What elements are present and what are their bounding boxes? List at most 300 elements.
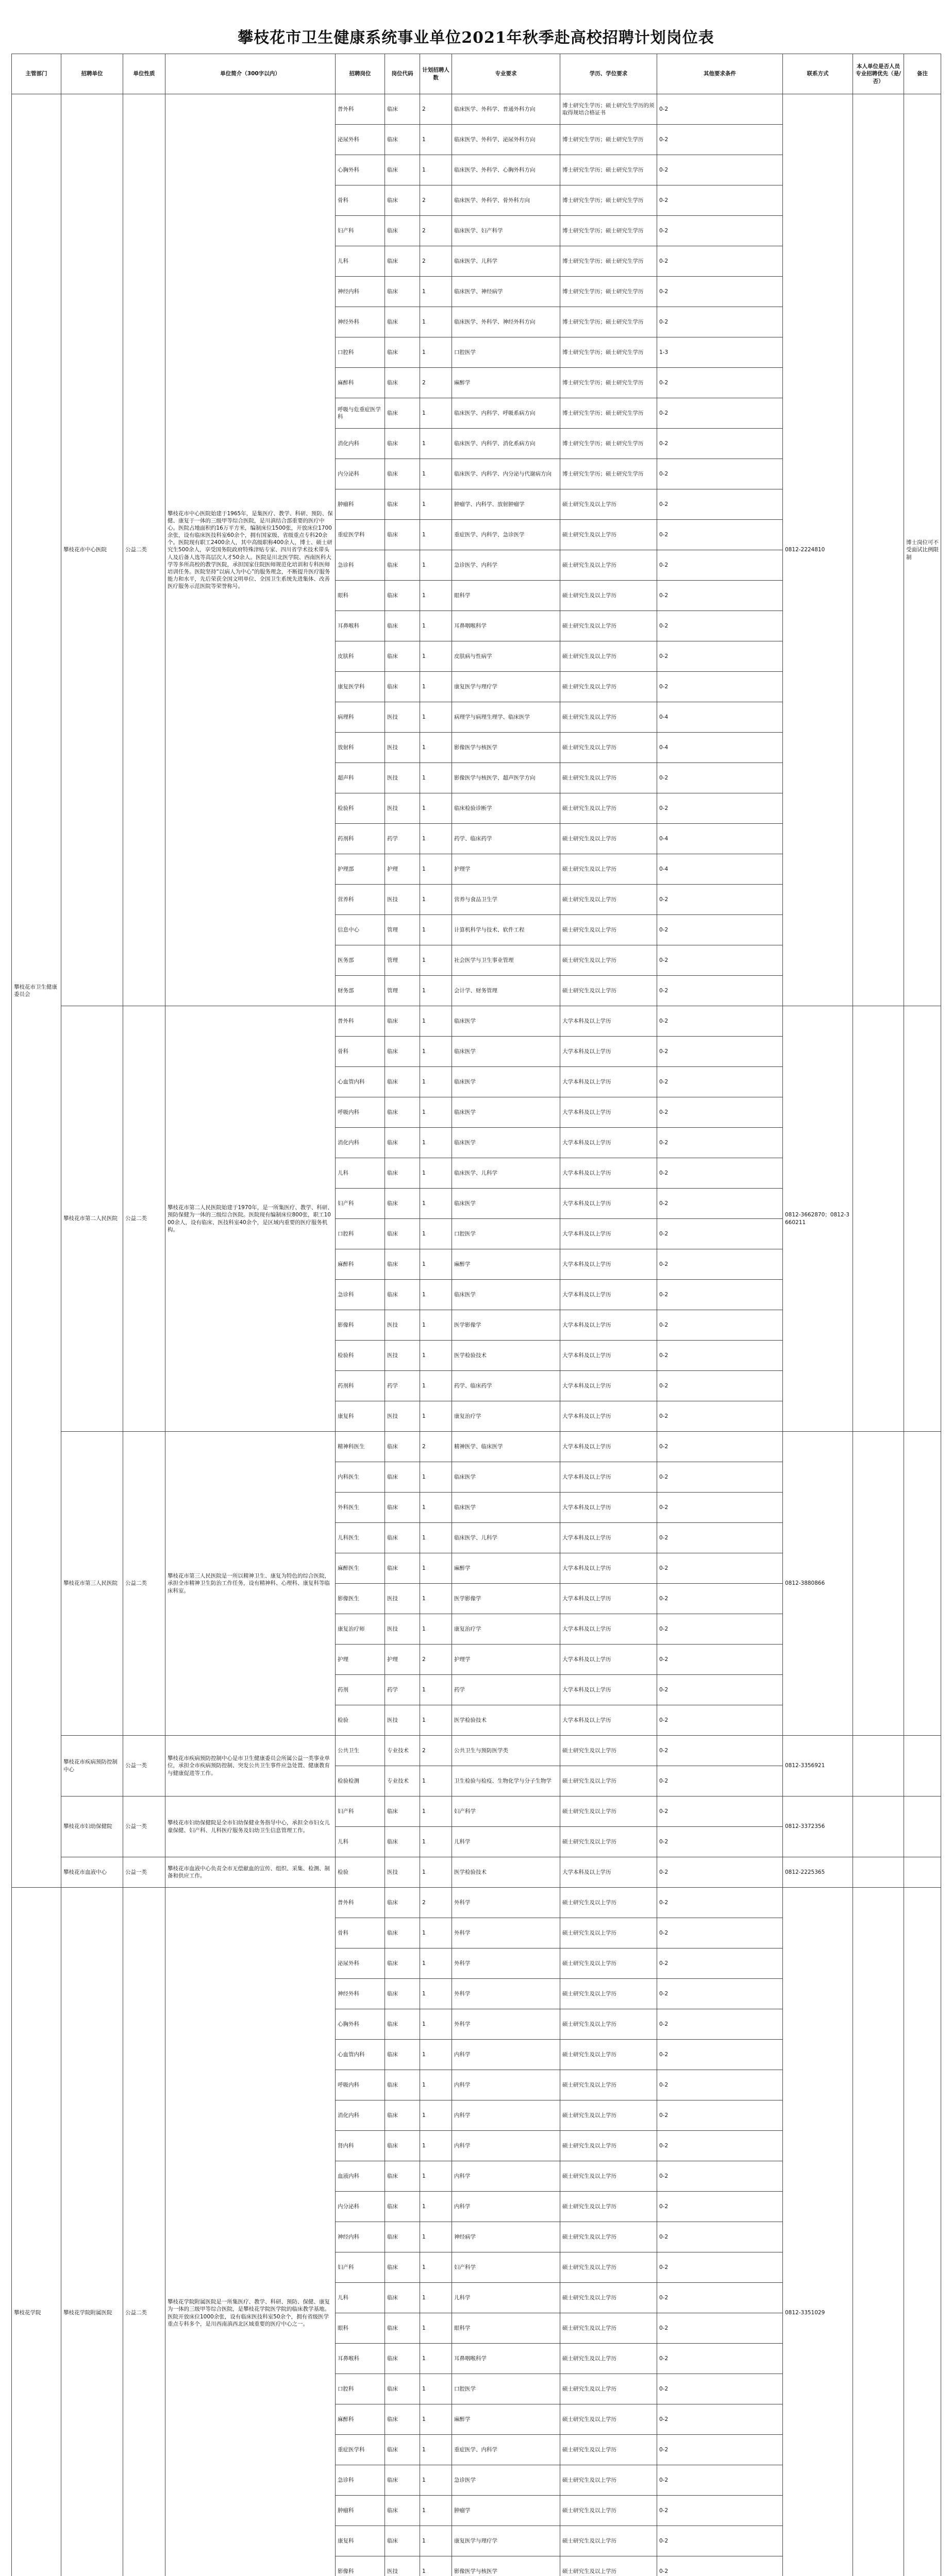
post-count-cell: 1 [420, 489, 452, 520]
post-other-cell: 0-2 [657, 2344, 783, 2374]
post-count-cell: 1 [420, 2070, 452, 2100]
unit-remark-cell [904, 1797, 941, 1857]
post-name-cell: 泌尿外科 [336, 1948, 385, 1979]
post-degree-cell: 硕士研究生及以上学历 [560, 2100, 657, 2131]
post-code-cell: 药学 [385, 824, 420, 854]
post-other-cell: 0-2 [657, 1979, 783, 2009]
post-degree-cell: 硕士研究生及以上学历 [560, 2040, 657, 2070]
post-degree-cell: 大学本科及以上学历 [560, 1128, 657, 1158]
unit-intro-cell: 攀枝花市第二人民医院始建于1970年，是一所集医疗、教学、科研、预防保健为一体的三级综合医院。医院现有编制床位800张，职工1000余人，设有临床、医技科室40余个，是区域内重要的医疗服务机构。 [165, 1006, 336, 1432]
post-count-cell: 1 [420, 1189, 452, 1219]
unit-contact-cell: 0812-3662870；0812-3660211 [783, 1006, 853, 1432]
post-count-cell: 1 [420, 2252, 452, 2283]
post-count-cell: 1 [420, 398, 452, 429]
post-degree-cell: 博士研究生学历；硕士研究生学历 [560, 246, 657, 277]
post-code-cell: 临床 [385, 1097, 420, 1128]
header-count: 计划招聘人数 [420, 54, 452, 94]
post-name-cell: 心胸外科 [336, 2009, 385, 2040]
post-degree-cell: 硕士研究生及以上学历 [560, 2496, 657, 2526]
header-nature: 单位性质 [123, 54, 165, 94]
unit-nature-cell: 公益一类 [123, 1797, 165, 1857]
header-post: 招聘岗位 [336, 54, 385, 94]
post-major-cell: 儿科学 [452, 2283, 560, 2313]
post-count-cell: 2 [420, 185, 452, 216]
header-major: 专业要求 [452, 54, 560, 94]
post-code-cell: 临床 [385, 216, 420, 246]
post-code-cell: 医技 [385, 763, 420, 793]
post-major-cell: 内科学 [452, 2070, 560, 2100]
unit-nature-cell: 公益二类 [123, 1006, 165, 1432]
post-count-cell: 1 [420, 2161, 452, 2192]
post-count-cell: 1 [420, 641, 452, 672]
post-major-cell: 眼科学 [452, 2313, 560, 2344]
unit-remark-cell [904, 1736, 941, 1797]
post-major-cell: 医学检验技术 [452, 1705, 560, 1736]
post-other-cell: 0-2 [657, 1341, 783, 1371]
post-degree-cell: 硕士研究生及以上学历 [560, 1766, 657, 1797]
unit-priority-cell [853, 1736, 904, 1797]
post-major-cell: 内科学 [452, 2131, 560, 2161]
post-code-cell: 临床 [385, 2313, 420, 2344]
unit-contact-cell: 0812-3351029 [783, 1888, 853, 2576]
post-major-cell: 临床医学、内科学、呼吸系病方向 [452, 398, 560, 429]
post-name-cell: 妇产科 [336, 2252, 385, 2283]
post-code-cell: 临床 [385, 2526, 420, 2556]
post-degree-cell: 大学本科及以上学历 [560, 1249, 657, 1280]
post-degree-cell: 博士研究生学历；硕士研究生学历 [560, 459, 657, 489]
post-count-cell: 2 [420, 1736, 452, 1766]
post-major-cell: 计算机科学与技术、软件工程 [452, 915, 560, 945]
unit-priority-cell [853, 94, 904, 1006]
post-code-cell: 临床 [385, 1280, 420, 1310]
post-count-cell: 1 [420, 672, 452, 702]
post-other-cell: 0-2 [657, 307, 783, 337]
post-degree-cell: 硕士研究生及以上学历 [560, 2435, 657, 2465]
unit-intro-cell: 攀枝花市妇幼保健院是全市妇幼保健业务指导中心，承担全市妇女儿童保健、妇产科、儿科医疗服务及妇幼卫生信息管理工作。 [165, 1797, 336, 1857]
post-code-cell: 临床 [385, 2496, 420, 2526]
post-count-cell: 1 [420, 550, 452, 581]
post-name-cell: 急诊科 [336, 550, 385, 581]
post-other-cell: 0-4 [657, 702, 783, 733]
table-row [12, 1432, 941, 1462]
post-count-cell: 1 [420, 307, 452, 337]
post-other-cell: 0-2 [657, 459, 783, 489]
recruitment-table [11, 54, 941, 2576]
post-other-cell: 0-2 [657, 2252, 783, 2283]
post-degree-cell: 大学本科及以上学历 [560, 1645, 657, 1675]
post-other-cell: 0-2 [657, 1766, 783, 1797]
post-other-cell: 0-2 [657, 793, 783, 824]
unit-name-cell: 攀枝花市疾病预防控制中心 [61, 1736, 123, 1797]
post-degree-cell: 硕士研究生及以上学历 [560, 763, 657, 793]
post-name-cell: 耳鼻喉科 [336, 2344, 385, 2374]
post-major-cell: 病理学与病理生理学、临床医学 [452, 702, 560, 733]
post-name-cell: 急诊科 [336, 1280, 385, 1310]
post-count-cell: 1 [420, 429, 452, 459]
post-count-cell: 1 [420, 1249, 452, 1280]
post-count-cell: 1 [420, 1553, 452, 1584]
post-major-cell: 重症医学、内科学、急诊医学 [452, 520, 560, 550]
post-degree-cell: 硕士研究生及以上学历 [560, 733, 657, 763]
post-other-cell: 0-2 [657, 1097, 783, 1128]
post-code-cell: 临床 [385, 1432, 420, 1462]
post-name-cell: 儿科 [336, 1827, 385, 1857]
post-count-cell: 1 [420, 155, 452, 185]
post-count-cell: 1 [420, 2404, 452, 2435]
post-major-cell: 影像医学与核医学 [452, 733, 560, 763]
post-degree-cell: 硕士研究生及以上学历 [560, 550, 657, 581]
post-count-cell: 1 [420, 1614, 452, 1645]
post-code-cell: 临床 [385, 1006, 420, 1037]
post-degree-cell: 大学本科及以上学历 [560, 1523, 657, 1553]
post-name-cell: 普外科 [336, 1888, 385, 1918]
header-unit: 招聘单位 [61, 54, 123, 94]
post-other-cell: 0-2 [657, 611, 783, 641]
post-code-cell: 医技 [385, 885, 420, 915]
post-name-cell: 普外科 [336, 1006, 385, 1037]
post-name-cell: 口腔科 [336, 1219, 385, 1249]
post-degree-cell: 博士研究生学历；硕士研究生学历 [560, 307, 657, 337]
post-other-cell: 0-2 [657, 368, 783, 398]
table-row [12, 1006, 941, 1037]
post-code-cell: 医技 [385, 793, 420, 824]
post-name-cell: 检验科 [336, 793, 385, 824]
post-degree-cell: 大学本科及以上学历 [560, 1280, 657, 1310]
header-other: 其他要求条件 [657, 54, 783, 94]
post-count-cell: 1 [420, 2192, 452, 2222]
post-degree-cell: 博士研究生学历；硕士研究生学历 [560, 277, 657, 307]
post-count-cell: 1 [420, 337, 452, 368]
post-count-cell: 1 [420, 1280, 452, 1310]
post-count-cell: 1 [420, 1401, 452, 1432]
post-other-cell: 0-4 [657, 854, 783, 885]
post-count-cell: 1 [420, 976, 452, 1006]
post-major-cell: 临床医学、神经病学 [452, 277, 560, 307]
post-count-cell: 1 [420, 2435, 452, 2465]
post-name-cell: 呼吸内科 [336, 1097, 385, 1128]
header-degree: 学历、学位要求 [560, 54, 657, 94]
post-degree-cell: 博士研究生学历；硕士研究生学历 [560, 398, 657, 429]
post-count-cell: 1 [420, 611, 452, 641]
post-other-cell: 0-2 [657, 2496, 783, 2526]
post-code-cell: 临床 [385, 185, 420, 216]
post-other-cell: 0-2 [657, 1705, 783, 1736]
post-name-cell: 消化内科 [336, 429, 385, 459]
post-degree-cell: 硕士研究生及以上学历 [560, 2313, 657, 2344]
post-count-cell: 1 [420, 1493, 452, 1523]
header-remark: 备注 [904, 54, 941, 94]
post-major-cell: 临床医学 [452, 1280, 560, 1310]
post-code-cell: 临床 [385, 94, 420, 125]
post-degree-cell: 硕士研究生及以上学历 [560, 2556, 657, 2576]
post-other-cell: 0-2 [657, 2374, 783, 2404]
post-name-cell: 外科医生 [336, 1493, 385, 1523]
post-other-cell: 0-2 [657, 945, 783, 976]
post-count-cell: 1 [420, 885, 452, 915]
post-code-cell: 临床 [385, 1523, 420, 1553]
post-code-cell: 医技 [385, 1310, 420, 1341]
post-major-cell: 临床医学 [452, 1493, 560, 1523]
post-code-cell: 医技 [385, 1584, 420, 1614]
post-count-cell: 1 [420, 2556, 452, 2576]
post-name-cell: 血液内科 [336, 2161, 385, 2192]
post-name-cell: 神经外科 [336, 307, 385, 337]
unit-intro-cell: 攀枝花市第三人民医院是一所以精神卫生、康复为特色的综合医院，承担全市精神卫生防治工作任务，设有精神科、心理科、康复科等临床科室。 [165, 1432, 336, 1736]
post-code-cell: 药学 [385, 1675, 420, 1705]
post-major-cell: 麻醉学 [452, 1249, 560, 1280]
unit-remark-cell [904, 1888, 941, 2576]
post-count-cell: 1 [420, 1827, 452, 1857]
post-name-cell: 精神科医生 [336, 1432, 385, 1462]
post-other-cell: 0-2 [657, 2556, 783, 2576]
post-name-cell: 放射科 [336, 733, 385, 763]
post-major-cell: 耳鼻咽喉科学 [452, 611, 560, 641]
post-name-cell: 呼吸与危重症医学科 [336, 398, 385, 429]
post-count-cell: 1 [420, 702, 452, 733]
post-major-cell: 妇产科学 [452, 2252, 560, 2283]
post-major-cell: 康复治疗学 [452, 1614, 560, 1645]
post-other-cell: 0-2 [657, 1553, 783, 1584]
post-major-cell: 康复医学与理疗学 [452, 2526, 560, 2556]
post-degree-cell: 硕士研究生及以上学历 [560, 2161, 657, 2192]
post-degree-cell: 硕士研究生及以上学历 [560, 2070, 657, 2100]
post-name-cell: 神经内科 [336, 2222, 385, 2252]
post-major-cell: 口腔医学 [452, 1219, 560, 1249]
post-degree-cell: 硕士研究生及以上学历 [560, 1948, 657, 1979]
post-major-cell: 卫生检验与检疫、生物化学与分子生物学 [452, 1766, 560, 1797]
post-name-cell: 消化内科 [336, 1128, 385, 1158]
post-other-cell: 0-2 [657, 1189, 783, 1219]
post-degree-cell: 硕士研究生及以上学历 [560, 2192, 657, 2222]
post-code-cell: 医技 [385, 1401, 420, 1432]
post-name-cell: 儿科 [336, 1158, 385, 1189]
post-code-cell: 医技 [385, 1857, 420, 1888]
post-name-cell: 妇产科 [336, 1189, 385, 1219]
post-other-cell: 0-2 [657, 1219, 783, 1249]
post-code-cell: 临床 [385, 1827, 420, 1857]
post-other-cell: 0-2 [657, 1736, 783, 1766]
post-other-cell: 0-2 [657, 1158, 783, 1189]
post-degree-cell: 硕士研究生及以上学历 [560, 2344, 657, 2374]
post-code-cell: 临床 [385, 520, 420, 550]
post-code-cell: 临床 [385, 2404, 420, 2435]
post-degree-cell: 硕士研究生及以上学历 [560, 824, 657, 854]
post-major-cell: 护理学 [452, 854, 560, 885]
post-count-cell: 1 [420, 1097, 452, 1128]
post-code-cell: 临床 [385, 307, 420, 337]
post-degree-cell: 大学本科及以上学历 [560, 1857, 657, 1888]
post-code-cell: 临床 [385, 1888, 420, 1918]
post-code-cell: 临床 [385, 2009, 420, 2040]
post-major-cell: 精神医学、临床医学 [452, 1432, 560, 1462]
unit-contact-cell: 0812-2225365 [783, 1857, 853, 1888]
post-name-cell: 药剂科 [336, 824, 385, 854]
post-degree-cell: 大学本科及以上学历 [560, 1037, 657, 1067]
post-code-cell: 医技 [385, 733, 420, 763]
unit-priority-cell [853, 1006, 904, 1432]
post-name-cell: 心胸外科 [336, 155, 385, 185]
unit-nature-cell: 公益二类 [123, 1888, 165, 2576]
post-degree-cell: 硕士研究生及以上学历 [560, 2374, 657, 2404]
post-degree-cell: 大学本科及以上学历 [560, 1401, 657, 1432]
post-other-cell: 0-2 [657, 1432, 783, 1462]
post-degree-cell: 博士研究生学历；硕士研究生学历 [560, 185, 657, 216]
post-other-cell: 0-2 [657, 216, 783, 246]
post-other-cell: 0-2 [657, 2283, 783, 2313]
post-other-cell: 0-2 [657, 2192, 783, 2222]
table-row [12, 1736, 941, 1766]
post-major-cell: 药学、临床药学 [452, 824, 560, 854]
post-degree-cell: 硕士研究生及以上学历 [560, 945, 657, 976]
table-row [12, 1857, 941, 1888]
post-major-cell: 临床医学、儿科学 [452, 1523, 560, 1553]
post-code-cell: 临床 [385, 459, 420, 489]
post-count-cell: 1 [420, 1948, 452, 1979]
post-count-cell: 1 [420, 2283, 452, 2313]
post-other-cell: 0-2 [657, 1249, 783, 1280]
post-code-cell: 管理 [385, 976, 420, 1006]
post-other-cell: 0-2 [657, 1888, 783, 1918]
post-code-cell: 临床 [385, 2100, 420, 2131]
post-name-cell: 呼吸内科 [336, 2070, 385, 2100]
post-major-cell: 外科学 [452, 1979, 560, 2009]
post-degree-cell: 硕士研究生及以上学历 [560, 672, 657, 702]
post-code-cell: 临床 [385, 2252, 420, 2283]
unit-remark-cell [904, 1857, 941, 1888]
post-name-cell: 骨科 [336, 185, 385, 216]
post-name-cell: 内科医生 [336, 1462, 385, 1493]
post-other-cell: 0-2 [657, 2404, 783, 2435]
post-code-cell: 临床 [385, 2040, 420, 2070]
unit-remark-cell: 博士岗位可不受面试比例限制 [904, 94, 941, 1006]
post-degree-cell: 大学本科及以上学历 [560, 1675, 657, 1705]
post-count-cell: 2 [420, 246, 452, 277]
post-code-cell: 临床 [385, 2283, 420, 2313]
post-code-cell: 护理 [385, 1645, 420, 1675]
table-header-row [12, 54, 941, 94]
post-other-cell: 0-2 [657, 1310, 783, 1341]
post-degree-cell: 硕士研究生及以上学历 [560, 702, 657, 733]
unit-contact-cell: 0812-2224810 [783, 94, 853, 1006]
post-other-cell: 0-4 [657, 733, 783, 763]
post-other-cell: 0-2 [657, 2313, 783, 2344]
post-major-cell: 临床医学 [452, 1097, 560, 1128]
post-count-cell: 1 [420, 2100, 452, 2131]
post-code-cell: 临床 [385, 1158, 420, 1189]
post-code-cell: 药学 [385, 1371, 420, 1401]
post-count-cell: 1 [420, 2222, 452, 2252]
post-major-cell: 影像医学与核医学、超声医学方向 [452, 763, 560, 793]
post-major-cell: 药学、临床药学 [452, 1371, 560, 1401]
post-major-cell: 临床医学、妇产科学 [452, 216, 560, 246]
post-count-cell: 2 [420, 368, 452, 398]
post-other-cell: 0-2 [657, 1857, 783, 1888]
post-name-cell: 骨科 [336, 1037, 385, 1067]
post-count-cell: 1 [420, 1584, 452, 1614]
post-name-cell: 影像医生 [336, 1584, 385, 1614]
post-count-cell: 1 [420, 1918, 452, 1948]
post-degree-cell: 硕士研究生及以上学历 [560, 641, 657, 672]
post-other-cell: 0-2 [657, 1128, 783, 1158]
post-degree-cell: 硕士研究生及以上学历 [560, 2404, 657, 2435]
unit-remark-cell [904, 1432, 941, 1736]
post-code-cell: 临床 [385, 2070, 420, 2100]
post-degree-cell: 博士研究生学历；硕士研究生学历的须取得规培合格证书 [560, 94, 657, 125]
post-major-cell: 口腔医学 [452, 2374, 560, 2404]
post-major-cell: 神经病学 [452, 2222, 560, 2252]
post-name-cell: 神经内科 [336, 277, 385, 307]
post-name-cell: 检验检测 [336, 1766, 385, 1797]
post-code-cell: 临床 [385, 2222, 420, 2252]
post-name-cell: 心血管内科 [336, 2040, 385, 2070]
post-major-cell: 急诊医学、内科学 [452, 550, 560, 581]
post-count-cell: 1 [420, 1797, 452, 1827]
post-name-cell: 内分泌科 [336, 459, 385, 489]
unit-nature-cell: 公益一类 [123, 1857, 165, 1888]
post-degree-cell: 硕士研究生及以上学历 [560, 1797, 657, 1827]
post-name-cell: 急诊科 [336, 2465, 385, 2496]
post-degree-cell: 硕士研究生及以上学历 [560, 1979, 657, 2009]
post-degree-cell: 硕士研究生及以上学历 [560, 1918, 657, 1948]
post-other-cell: 0-2 [657, 185, 783, 216]
post-name-cell: 康复科 [336, 2526, 385, 2556]
post-major-cell: 护理学 [452, 1645, 560, 1675]
table-body [12, 94, 941, 2576]
post-major-cell: 临床医学 [452, 1067, 560, 1097]
post-major-cell: 医学检验技术 [452, 1341, 560, 1371]
dept-cell: 攀枝花市卫生健康委员会 [12, 94, 61, 1888]
post-count-cell: 1 [420, 459, 452, 489]
post-name-cell: 口腔科 [336, 2374, 385, 2404]
post-code-cell: 临床 [385, 1493, 420, 1523]
post-name-cell: 妇产科 [336, 1797, 385, 1827]
post-name-cell: 检验科 [336, 1341, 385, 1371]
post-count-cell: 1 [420, 2344, 452, 2374]
post-name-cell: 检验 [336, 1857, 385, 1888]
post-other-cell: 0-2 [657, 155, 783, 185]
unit-contact-cell: 0812-3880866 [783, 1432, 853, 1736]
unit-intro-cell: 攀枝花学院附属医院是一所集医疗、教学、科研、预防、保健、康复为一体的三级甲等综合医院，是攀枝花学院医学院的临床教学基地。医院开放床位1000余张，设有临床医技科室50余个，拥有省级医学重点专科多个，是川西南滇西北区域重要的医疗中心之一。 [165, 1888, 336, 2576]
post-major-cell: 麻醉学 [452, 368, 560, 398]
post-other-cell: 0-2 [657, 2100, 783, 2131]
unit-remark-cell [904, 1006, 941, 1432]
post-code-cell: 临床 [385, 1067, 420, 1097]
post-other-cell: 0-2 [657, 1797, 783, 1827]
post-name-cell: 神经外科 [336, 1979, 385, 2009]
post-degree-cell: 大学本科及以上学历 [560, 1553, 657, 1584]
post-degree-cell: 硕士研究生及以上学历 [560, 1827, 657, 1857]
post-other-cell: 0-2 [657, 1523, 783, 1553]
post-other-cell: 0-2 [657, 1493, 783, 1523]
header-post-code: 岗位代码 [385, 54, 420, 94]
post-major-cell: 肿瘤学、内科学、放射肿瘤学 [452, 489, 560, 520]
post-name-cell: 心血管内科 [336, 1067, 385, 1097]
post-name-cell: 营养科 [336, 885, 385, 915]
post-count-cell: 1 [420, 125, 452, 155]
post-code-cell: 临床 [385, 2192, 420, 2222]
post-degree-cell: 博士研究生学历；硕士研究生学历 [560, 216, 657, 246]
post-major-cell: 临床医学、外科学、神经外科方向 [452, 307, 560, 337]
post-name-cell: 药剂 [336, 1675, 385, 1705]
unit-priority-cell [853, 1797, 904, 1857]
post-code-cell: 临床 [385, 125, 420, 155]
post-count-cell: 1 [420, 1857, 452, 1888]
post-degree-cell: 硕士研究生及以上学历 [560, 2465, 657, 2496]
post-other-cell: 0-2 [657, 1401, 783, 1432]
post-degree-cell: 大学本科及以上学历 [560, 1341, 657, 1371]
post-major-cell: 妇产科学 [452, 1797, 560, 1827]
post-code-cell: 临床 [385, 1918, 420, 1948]
